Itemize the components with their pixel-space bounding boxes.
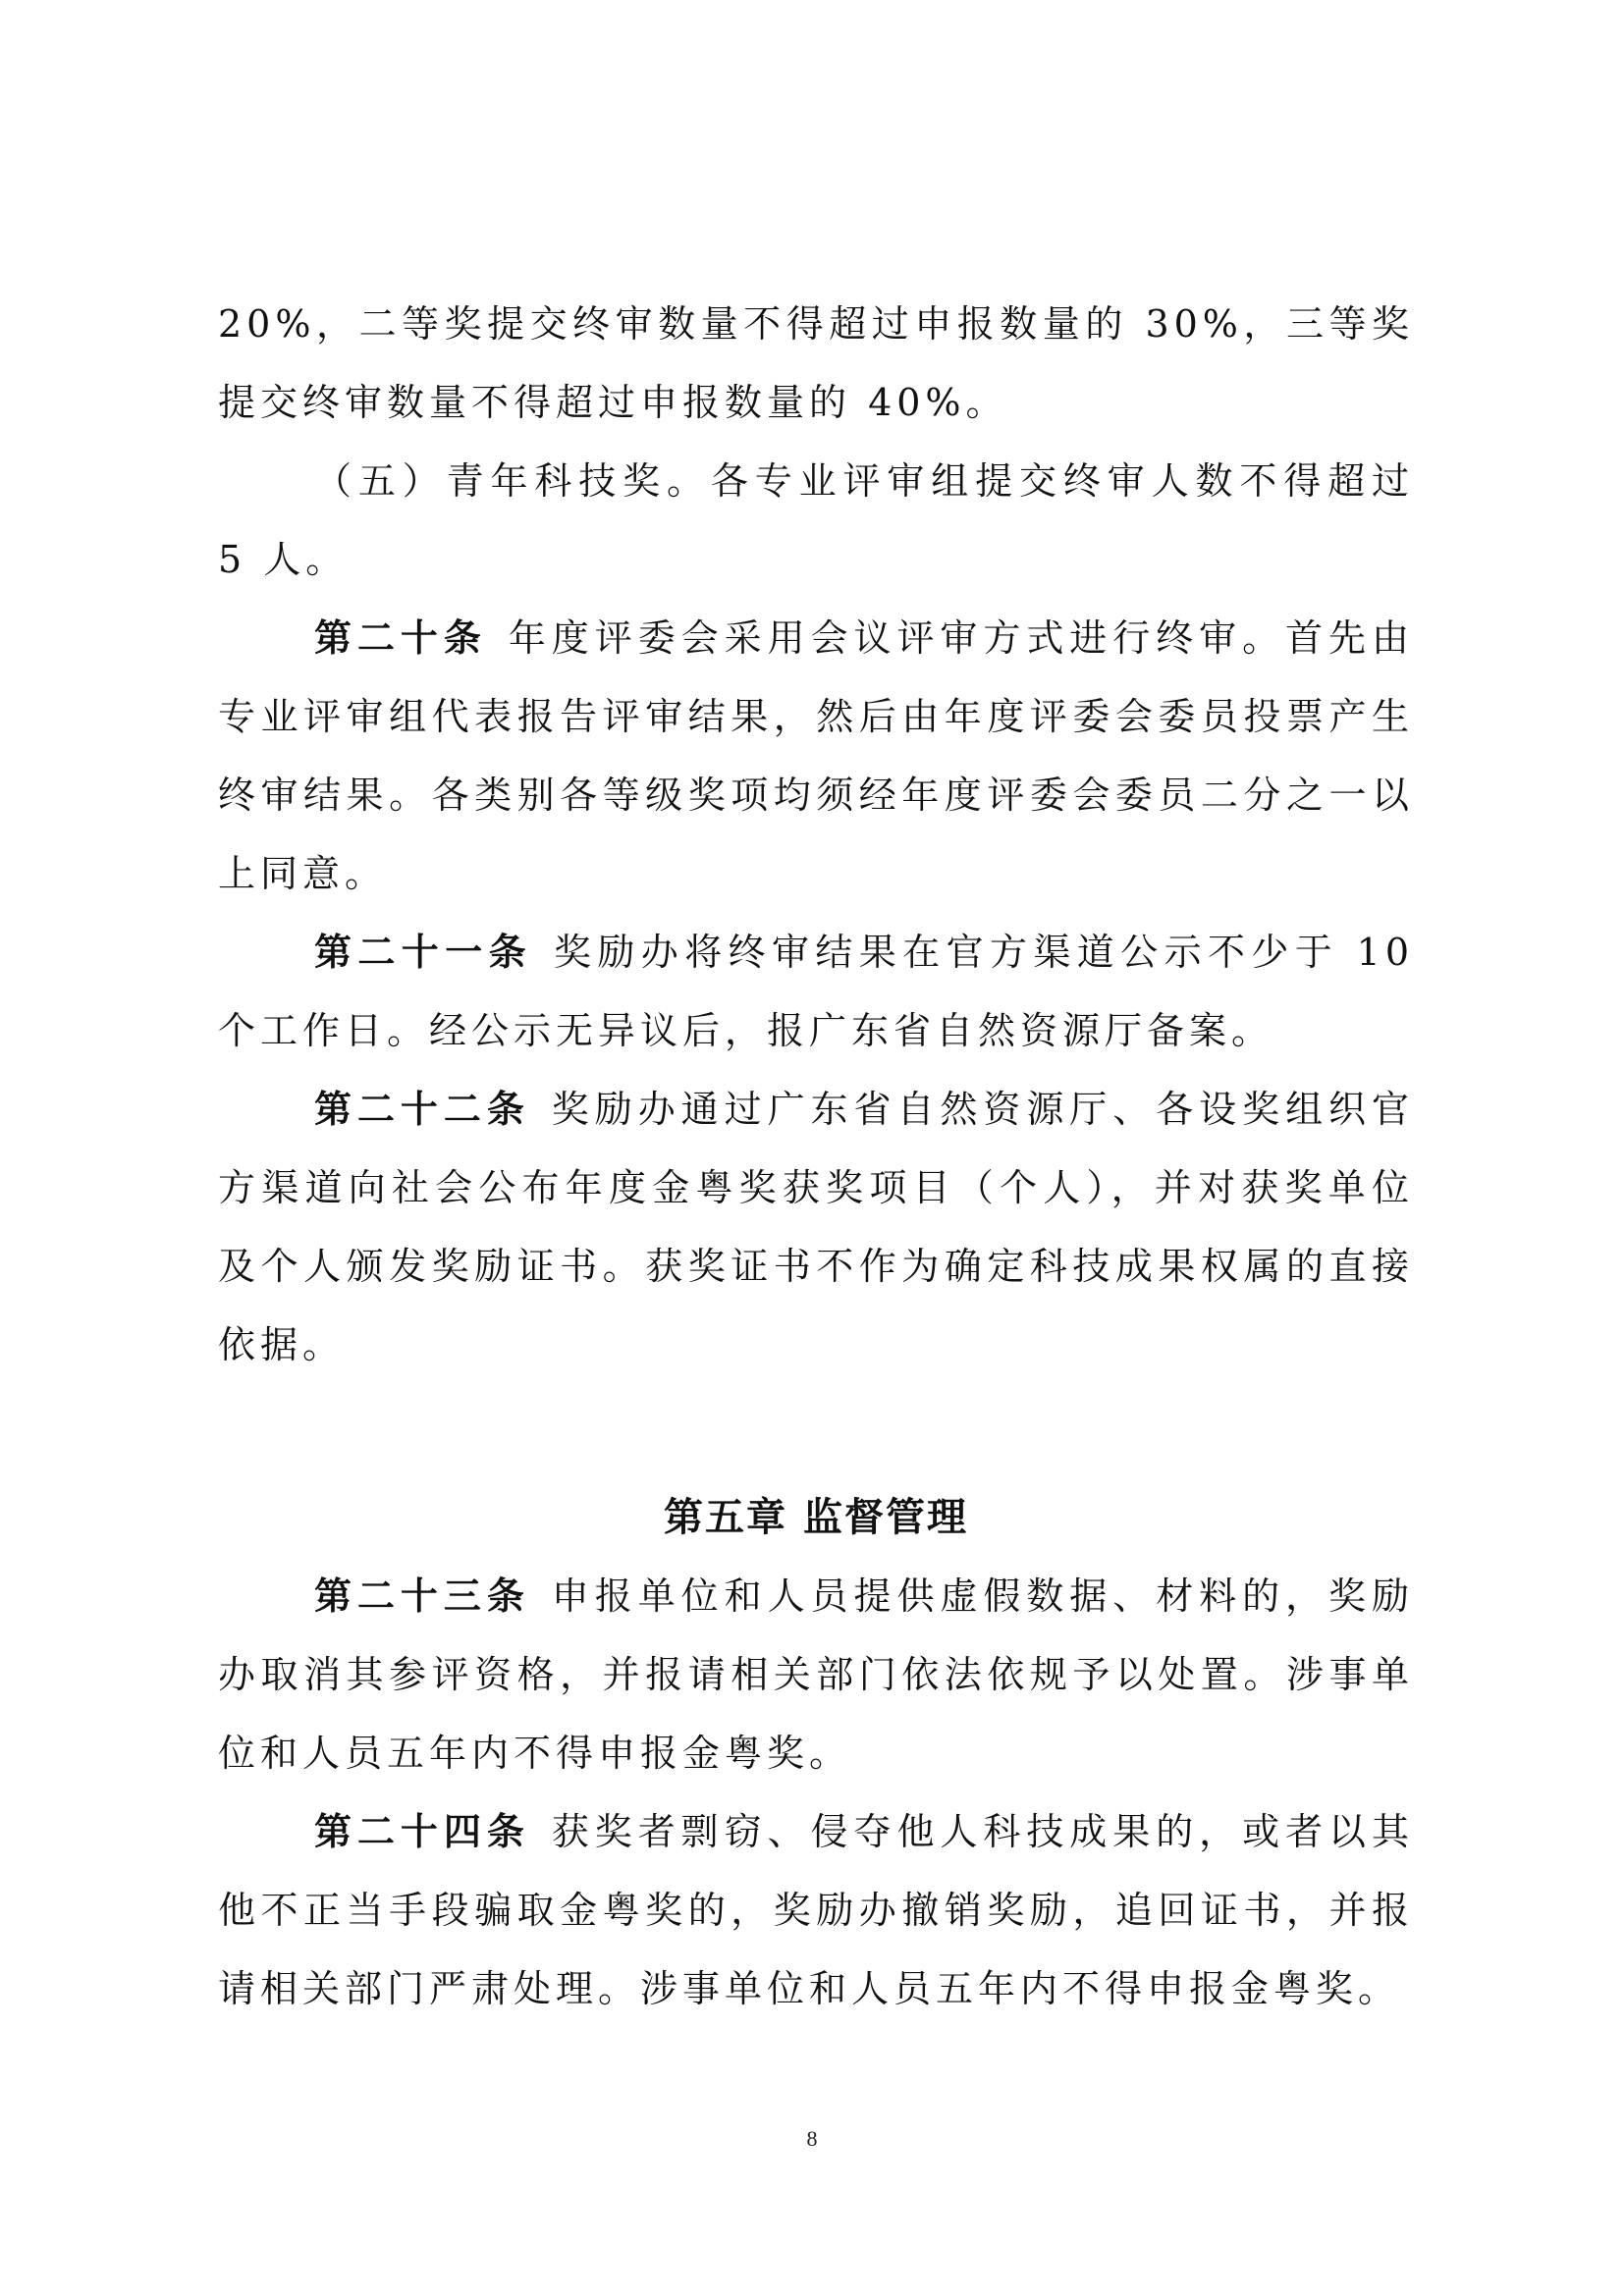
article-20 bbox=[218, 599, 1414, 913]
article-23-text: 申报单位和人员提供虚假数据、材料的，奖励办取消其参评资格，并报请相关部门依法依规予以处置。涉事单位和人员五年内不得申报金粤奖。 bbox=[218, 1575, 1414, 1775]
article-23 bbox=[218, 1557, 1414, 1792]
article-22-text: 奖励办通过广东省自然资源厅、各设奖组织官方渠道向社会公布年度金粤奖获奖项目（个人），并对获奖单位及个人颁发奖励证书。获奖证书不作为确定科技成果权属的直接依据。 bbox=[218, 1088, 1414, 1366]
page-number: 8 bbox=[806, 2126, 818, 2151]
paragraph-continuation: 20%，二等奖提交终审数量不得超过申报数量的 30%，三等奖提交终审数量不得超过申报数量的 40%。 bbox=[218, 302, 1414, 424]
article-24-text: 获奖者剽窃、侵夺他人科技成果的，或者以其他不正当手段骗取金粤奖的，奖励办撤销奖励，追回证书，并报请相关部门严肃处理。涉事单位和人员五年内不得申报金粤奖。 bbox=[218, 1810, 1414, 2010]
article-20-text: 年度评委会采用会议评审方式进行终审。首先由专业评审组代表报告评审结果，然后由年度评委会委员投票产生终审结果。各类别各等级奖项均须经年度评委会委员二分之一以上同意。 bbox=[218, 616, 1414, 895]
chapter-heading: 第五章 监督管理 bbox=[664, 1495, 968, 1540]
article-24 bbox=[218, 1792, 1414, 2028]
article-21 bbox=[218, 913, 1414, 1070]
article-20-title: 第二十条 bbox=[314, 616, 487, 660]
article-22 bbox=[218, 1070, 1414, 1384]
article-22-title: 第二十二条 bbox=[314, 1088, 530, 1131]
article-24-title: 第二十四条 bbox=[314, 1810, 530, 1853]
article-21-title: 第二十一条 bbox=[314, 931, 532, 974]
document-body bbox=[218, 285, 1414, 2028]
article-21-text: 奖励办将终审结果在官方渠道公示不少于 10 个工作日。经公示无异议后，报广东省自然资源厅备案。 bbox=[218, 931, 1414, 1052]
article-23-title: 第二十三条 bbox=[314, 1575, 530, 1618]
paragraph-youth-award: （五）青年科技奖。各专业评审组提交终审人数不得超过 5 人。 bbox=[218, 459, 1414, 581]
